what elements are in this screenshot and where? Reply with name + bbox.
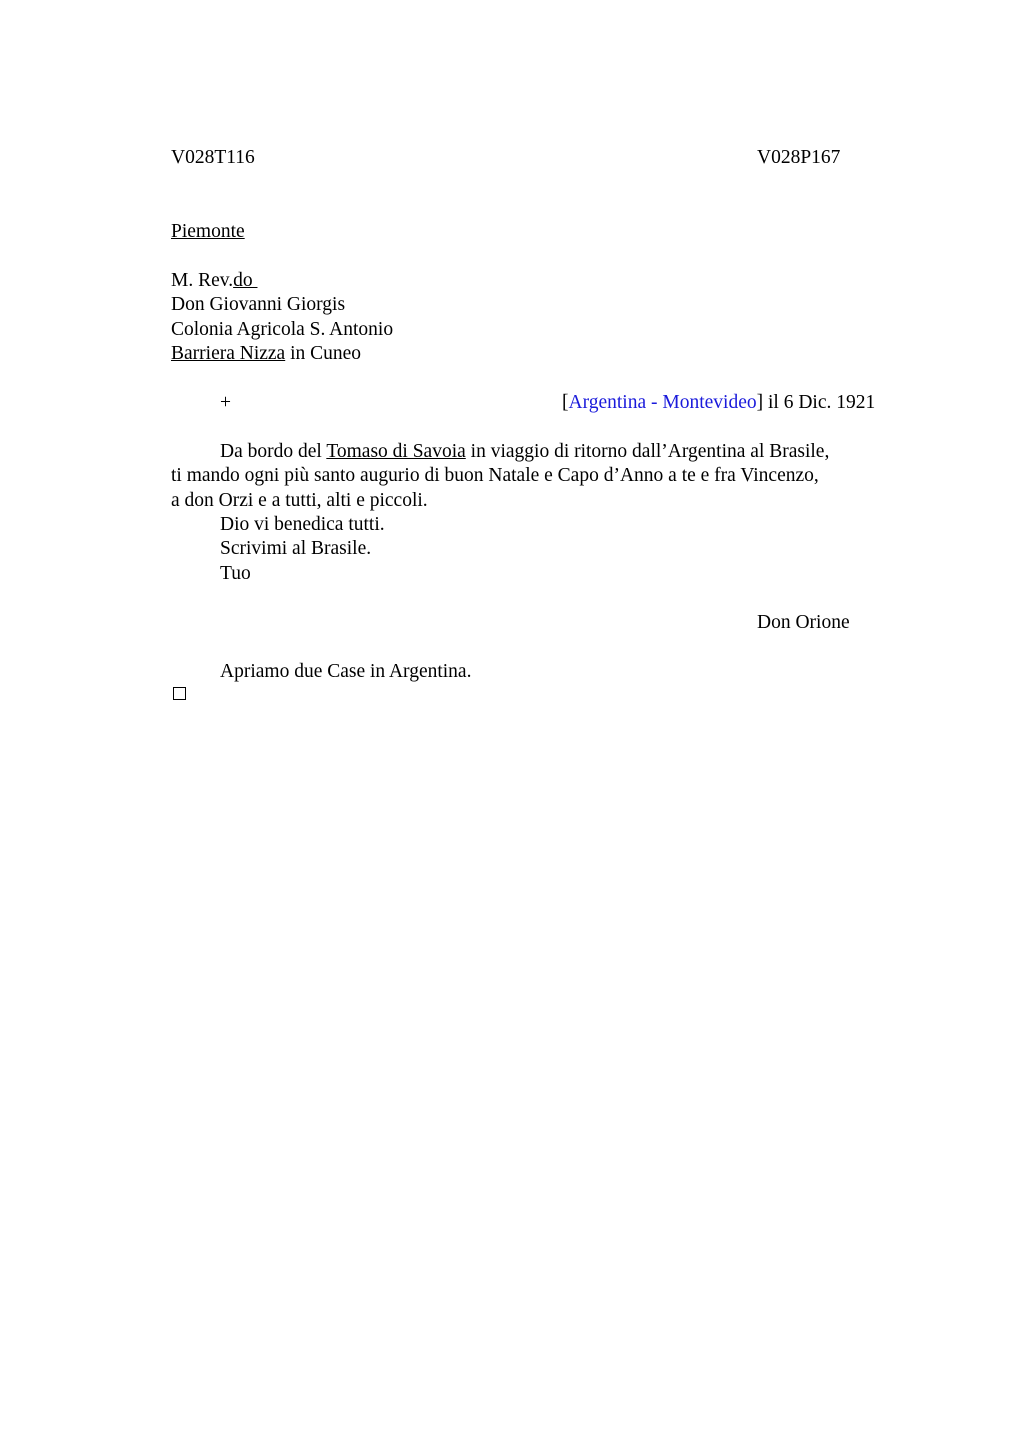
dateline-place: Argentina - Montevideo — [568, 392, 757, 413]
dateline-date: il 6 Dic. 1921 — [763, 392, 876, 413]
salutation-prefix: M. Rev. — [171, 270, 234, 291]
ship-name: Tomaso di Savoia — [326, 441, 466, 462]
para1-start: Da bordo del — [220, 441, 327, 462]
body-line-4: Dio vi benedica tutti. — [220, 514, 385, 535]
dateline — [562, 391, 875, 416]
address-institution: Colonia Agricola S. Antonio — [171, 319, 394, 340]
bracket-close: ] — [756, 392, 764, 413]
doc-code-left: V028T116 — [171, 147, 255, 168]
cross-mark: + — [220, 392, 231, 413]
body-line-6: Tuo — [220, 563, 251, 584]
salutation-suffix: do — [233, 270, 258, 291]
address-location — [171, 342, 361, 367]
body-line-3: a don Orzi e a tutti, alti e piccoli. — [171, 490, 428, 511]
location-underlined: Barriera Nizza — [171, 343, 286, 364]
body-line-2: ti mando ogni più santo augurio di buon Natale e Capo d’Anno a te e fra Vincenzo, — [171, 465, 819, 486]
address-region: Piemonte — [171, 221, 245, 242]
signature: Don Orione — [757, 612, 850, 633]
location-rest: in Cuneo — [285, 343, 362, 364]
body-line-5: Scrivimi al Brasile. — [220, 538, 372, 559]
address-salutation — [171, 269, 257, 294]
address-recipient: Don Giovanni Giorgis — [171, 294, 346, 315]
doc-code-right: V028P167 — [757, 147, 841, 168]
para1-end: in viaggio di ritorno dall’Argentina al Brasile, — [465, 441, 830, 462]
bracket-open: [ — [562, 392, 569, 413]
body-line-1 — [220, 440, 829, 465]
checkbox-square-icon — [173, 687, 186, 700]
postscript: Apriamo due Case in Argentina. — [220, 661, 472, 682]
